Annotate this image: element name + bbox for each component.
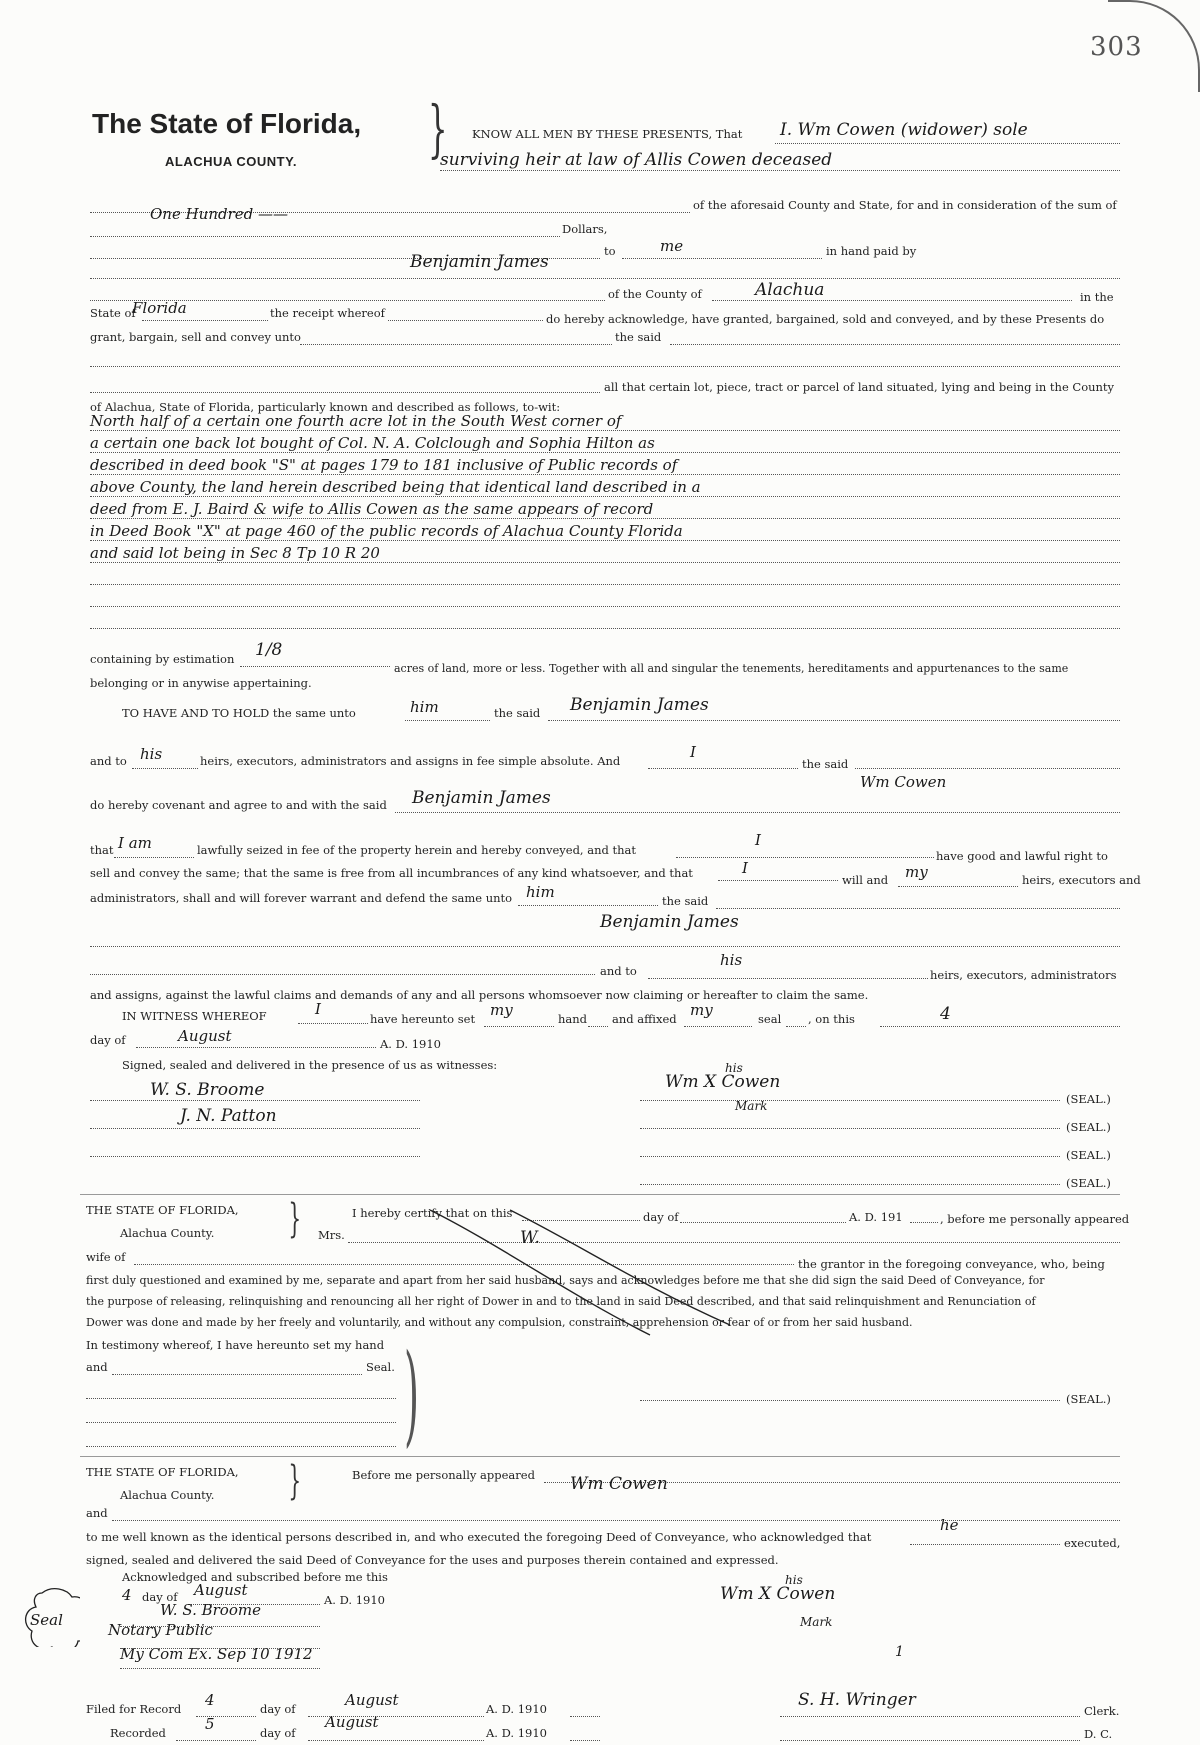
seal-label: (SEAL.) bbox=[1066, 1120, 1111, 1134]
line bbox=[388, 320, 543, 321]
mark-label: Mark bbox=[800, 1615, 833, 1629]
line bbox=[136, 1047, 376, 1048]
line bbox=[910, 1222, 938, 1223]
text: the said bbox=[802, 757, 849, 771]
text: heirs, executors, administrators and assigns in fee simple absolute. And bbox=[200, 754, 621, 768]
line bbox=[684, 1026, 752, 1027]
line bbox=[112, 1520, 1120, 1521]
his-label: his bbox=[785, 1573, 803, 1587]
clerk-signature: S. H. Wringer bbox=[798, 1690, 916, 1710]
month-handwriting: August bbox=[178, 1027, 232, 1045]
text: grant, bargain, sell and convey unto bbox=[90, 330, 301, 344]
text: heirs, executors and bbox=[1022, 873, 1141, 887]
margin-mark: 1 bbox=[895, 1644, 904, 1660]
line bbox=[308, 1740, 484, 1741]
description-line: and said lot being in Sec 8 Tp 10 R 20 bbox=[90, 544, 380, 562]
text: , before me personally appeared bbox=[940, 1212, 1130, 1226]
ack-brace: } bbox=[288, 1458, 302, 1504]
text: signed, sealed and delivered the said Deed of Conveyance for the uses and purposes therein contained and expressed. bbox=[86, 1553, 779, 1567]
text: A. D. 1910 bbox=[486, 1702, 548, 1716]
rec-day-handwriting: 5 bbox=[205, 1715, 215, 1733]
text: State of bbox=[90, 306, 136, 320]
text: TO HAVE AND TO HOLD the same unto bbox=[122, 706, 356, 720]
text: and assigns, against the lawful claims and demands of any and all persons whomsoever now claiming or hereafter to claim the same. bbox=[90, 988, 869, 1002]
line bbox=[300, 344, 612, 345]
grantor-signature: Wm X Cowen bbox=[665, 1072, 781, 1092]
line bbox=[570, 1716, 600, 1717]
text: Mrs. bbox=[318, 1228, 345, 1242]
text: in hand paid by bbox=[826, 244, 917, 258]
grantor-line bbox=[775, 143, 1120, 144]
grantor-line-2 bbox=[440, 170, 1120, 171]
line bbox=[90, 236, 560, 237]
seal-label: (SEAL.) bbox=[1066, 1392, 1111, 1406]
line bbox=[90, 278, 1120, 279]
ack-day-handwriting: 4 bbox=[122, 1586, 132, 1604]
mark-label: Mark bbox=[735, 1099, 768, 1113]
his-mark-label: his bbox=[725, 1061, 743, 1075]
line bbox=[298, 1023, 368, 1024]
text: Before me personally appeared bbox=[352, 1468, 535, 1482]
description-line: in Deed Book "X" at page 460 of the public records of Alachua County Florida bbox=[90, 522, 683, 540]
county-handwriting: Alachua bbox=[755, 280, 825, 300]
line bbox=[120, 1668, 320, 1669]
text: and affixed bbox=[612, 1012, 677, 1026]
dower-county: Alachua County. bbox=[120, 1226, 215, 1240]
acres-handwriting: 1/8 bbox=[255, 640, 283, 660]
witness-signature: W. S. Broome bbox=[150, 1080, 265, 1100]
line bbox=[718, 880, 838, 881]
line bbox=[648, 768, 798, 769]
line bbox=[676, 857, 934, 858]
text: to bbox=[604, 244, 616, 258]
text: I hereby certify that on this bbox=[352, 1206, 513, 1220]
text: of Alachua, State of Florida, particularly known and described as follows, to-wit: bbox=[90, 400, 561, 414]
grantee-handwriting: Benjamin James bbox=[600, 912, 739, 932]
line bbox=[90, 392, 600, 393]
text: the grantor in the foregoing conveyance, who, being bbox=[798, 1257, 1105, 1271]
rec-month-handwriting: August bbox=[325, 1713, 379, 1731]
line bbox=[90, 584, 1120, 585]
text: of the aforesaid County and State, for and in consideration of the sum of bbox=[693, 198, 1117, 212]
his-handwriting: his bbox=[720, 951, 743, 969]
line bbox=[176, 1740, 256, 1741]
text: the receipt whereof bbox=[270, 306, 385, 320]
grantee-handwriting: Benjamin James bbox=[412, 788, 551, 808]
line bbox=[622, 258, 822, 259]
text: and bbox=[86, 1506, 108, 1520]
text: in the bbox=[1080, 290, 1114, 304]
text: Seal. bbox=[366, 1360, 395, 1374]
text: the purpose of releasing, relinquishing and renouncing all her right of Dower in and to the land in said Deed described, and that said relinquishment and Renunciation of bbox=[86, 1295, 1036, 1308]
text: do hereby covenant and agree to and with the said bbox=[90, 798, 387, 812]
text: sell and convey the same; that the same is free from all incumbrances of any kind whatsoever, and that bbox=[90, 866, 693, 880]
text: Dower was done and made by her freely and voluntarily, and without any compulsion, constraint, apprehension or fear of or from her said husband. bbox=[86, 1316, 913, 1329]
line bbox=[670, 344, 1120, 345]
text: the said bbox=[662, 894, 709, 908]
day-handwriting: 4 bbox=[940, 1004, 951, 1024]
grantor-handwriting: I. Wm Cowen (widower) sole bbox=[780, 120, 1028, 140]
grantor-handwriting-2: surviving heir at law of Allis Cowen deceased bbox=[440, 150, 833, 170]
filed-day-handwriting: 4 bbox=[205, 1691, 215, 1709]
line bbox=[90, 606, 1120, 607]
text: have good and lawful right to bbox=[936, 849, 1108, 863]
line bbox=[86, 1422, 396, 1423]
line bbox=[548, 720, 1120, 721]
description-line: a certain one back lot bought of Col. N. A. Colclough and Sophia Hilton as bbox=[90, 434, 655, 452]
text: administrators, shall and will forever warrant and defend the same unto bbox=[90, 891, 513, 905]
line bbox=[786, 1026, 806, 1027]
ack-name-handwriting: Wm Cowen bbox=[570, 1474, 668, 1494]
line bbox=[120, 1626, 320, 1627]
description-line: described in deed book "S" at pages 179 to 181 inclusive of Public records of bbox=[90, 456, 678, 474]
him-handwriting: him bbox=[410, 698, 439, 716]
text: A. D. 1910 bbox=[324, 1593, 386, 1607]
line bbox=[240, 666, 390, 667]
seal-label: (SEAL.) bbox=[1066, 1092, 1111, 1106]
my-handwriting: my bbox=[690, 1001, 713, 1019]
testimony-brace: ) bbox=[403, 1330, 419, 1458]
line bbox=[86, 1446, 396, 1447]
text: A. D. 1910 bbox=[486, 1726, 548, 1740]
line bbox=[712, 300, 1072, 301]
line bbox=[132, 768, 198, 769]
text: acres of land, more or less. Together with all and singular the tenements, hereditaments and appurtenances to the same bbox=[394, 662, 1069, 675]
county-title: ALACHUA COUNTY. bbox=[165, 154, 297, 169]
text: day of bbox=[643, 1210, 679, 1224]
seal-label: (SEAL.) bbox=[1066, 1148, 1111, 1162]
line bbox=[898, 886, 1018, 887]
text: and to bbox=[600, 964, 637, 978]
notary-title: Notary Public bbox=[108, 1621, 213, 1639]
text: belonging or in anywise appertaining. bbox=[90, 676, 312, 690]
sum-handwriting: One Hundred —— bbox=[150, 205, 289, 223]
line bbox=[880, 1026, 1120, 1027]
text: to me well known as the identical persons described in, and who executed the foregoing Deed of Conveyance, who acknowledged that bbox=[86, 1530, 872, 1544]
notary-commission: My Com Ex. Sep 10 1912 bbox=[120, 1645, 313, 1663]
line bbox=[640, 1128, 1060, 1129]
my-handwriting: my bbox=[490, 1001, 513, 1019]
ack-month-handwriting: August bbox=[194, 1581, 248, 1599]
section-divider bbox=[80, 1456, 1120, 1457]
him-handwriting: him bbox=[526, 883, 555, 901]
i-am-handwriting: I am bbox=[118, 834, 152, 852]
text: wife of bbox=[86, 1250, 126, 1264]
text: and to bbox=[90, 754, 127, 768]
text: of the County of bbox=[608, 287, 702, 301]
line bbox=[588, 1026, 608, 1027]
i-handwriting: I bbox=[690, 743, 696, 761]
text: all that certain lot, piece, tract or parcel of land situated, lying and being in the County bbox=[604, 380, 1115, 394]
seal-label: (SEAL.) bbox=[1066, 1176, 1111, 1190]
line bbox=[640, 1156, 1060, 1157]
text: day of bbox=[142, 1590, 178, 1604]
text: A. D. 1910 bbox=[380, 1037, 442, 1051]
text: Clerk. bbox=[1084, 1704, 1120, 1718]
to-handwriting: me bbox=[660, 237, 684, 255]
text: D. C. bbox=[1084, 1727, 1113, 1741]
text: Recorded bbox=[110, 1726, 166, 1740]
line bbox=[640, 1400, 1060, 1401]
i-handwriting: I bbox=[742, 859, 748, 877]
text: do hereby acknowledge, have granted, bargained, sold and conveyed, and by these Presents do bbox=[546, 312, 1105, 326]
filed-month-handwriting: August bbox=[345, 1691, 399, 1709]
text: Signed, sealed and delivered in the presence of us as witnesses: bbox=[122, 1058, 498, 1072]
description-line: deed from E. J. Baird & wife to Allis Cowen as the same appears of record bbox=[90, 500, 654, 518]
grantor-handwriting: Wm Cowen bbox=[860, 773, 947, 791]
line bbox=[570, 1740, 600, 1741]
line bbox=[142, 320, 268, 321]
line bbox=[405, 720, 490, 721]
void-handwriting: W. bbox=[520, 1228, 540, 1248]
text: IN WITNESS WHEREOF bbox=[122, 1009, 267, 1023]
grantee-handwriting: Benjamin James bbox=[410, 252, 549, 272]
text: that bbox=[90, 843, 114, 857]
dower-brace: } bbox=[288, 1196, 302, 1242]
know-all-text: KNOW ALL MEN BY THESE PRESENTS, That bbox=[472, 127, 743, 141]
line bbox=[716, 908, 1120, 909]
line bbox=[855, 768, 1120, 769]
line bbox=[90, 628, 1120, 629]
text: have hereunto set bbox=[370, 1012, 476, 1026]
line bbox=[395, 812, 1120, 813]
text: containing by estimation bbox=[90, 652, 235, 666]
text: day of bbox=[90, 1033, 126, 1047]
line bbox=[640, 1184, 1060, 1185]
state-title: The State of Florida, bbox=[92, 108, 362, 139]
line bbox=[90, 946, 1120, 947]
line bbox=[90, 1100, 420, 1101]
text: seal bbox=[758, 1012, 782, 1026]
line bbox=[90, 1156, 420, 1157]
his-handwriting: his bbox=[140, 745, 163, 763]
description-line: above County, the land herein described being that identical land described in a bbox=[90, 478, 701, 496]
dower-state: THE STATE OF FLORIDA, bbox=[86, 1203, 239, 1217]
text: Acknowledged and subscribed before me this bbox=[122, 1570, 388, 1584]
witness-signature: J. N. Patton bbox=[180, 1106, 277, 1126]
notary-signature: W. S. Broome bbox=[160, 1601, 261, 1619]
seal-handwriting: Seal bbox=[30, 1611, 63, 1629]
line bbox=[90, 974, 595, 975]
text: heirs, executors, administrators bbox=[930, 968, 1117, 982]
text: will and bbox=[842, 873, 889, 887]
page-number: 303 bbox=[1090, 32, 1143, 62]
text: executed, bbox=[1064, 1536, 1121, 1550]
text: first duly questioned and examined by me, separate and apart from her said husband, says and acknowledges before me that she did sign the said Deed of Conveyance, for bbox=[86, 1274, 1045, 1287]
line bbox=[86, 1398, 396, 1399]
he-handwriting: he bbox=[940, 1516, 959, 1534]
void-strike-lines bbox=[420, 1205, 740, 1345]
text: , on this bbox=[808, 1012, 855, 1026]
line bbox=[780, 1740, 1080, 1741]
line bbox=[90, 1128, 420, 1129]
ack-state: THE STATE OF FLORIDA, bbox=[86, 1465, 239, 1479]
text: Dollars, bbox=[562, 222, 608, 236]
line bbox=[518, 905, 658, 906]
line bbox=[114, 857, 194, 858]
line bbox=[640, 1100, 1060, 1101]
line bbox=[120, 1648, 320, 1649]
text: the said bbox=[615, 330, 662, 344]
line bbox=[910, 1544, 1060, 1545]
grantee-handwriting: Benjamin James bbox=[570, 695, 709, 715]
text: In testimony whereof, I have hereunto set my hand bbox=[86, 1338, 385, 1352]
i-handwriting: I bbox=[315, 1000, 321, 1018]
line bbox=[780, 1716, 1080, 1717]
text: A. D. 191 bbox=[849, 1210, 903, 1224]
line bbox=[112, 1374, 362, 1375]
line bbox=[90, 366, 1120, 367]
text: lawfully seized in fee of the property herein and hereby conveyed, and that bbox=[197, 843, 637, 857]
i-handwriting: I bbox=[755, 831, 761, 849]
line bbox=[648, 978, 928, 979]
my-handwriting: my bbox=[905, 863, 928, 881]
ack-grantor-signature: Wm X Cowen bbox=[720, 1584, 836, 1604]
text: and bbox=[86, 1360, 108, 1374]
ack-county: Alachua County. bbox=[120, 1488, 215, 1502]
header-brace: } bbox=[427, 92, 448, 165]
section-divider bbox=[80, 1194, 1120, 1195]
line bbox=[484, 1026, 554, 1027]
description-line: North half of a certain one fourth acre lot in the South West corner of bbox=[90, 412, 622, 430]
text: day of bbox=[260, 1726, 296, 1740]
text: day of bbox=[260, 1702, 296, 1716]
state-handwriting: Florida bbox=[132, 299, 187, 317]
text: Filed for Record bbox=[86, 1702, 182, 1716]
text: the said bbox=[494, 706, 541, 720]
text: hand bbox=[558, 1012, 588, 1026]
